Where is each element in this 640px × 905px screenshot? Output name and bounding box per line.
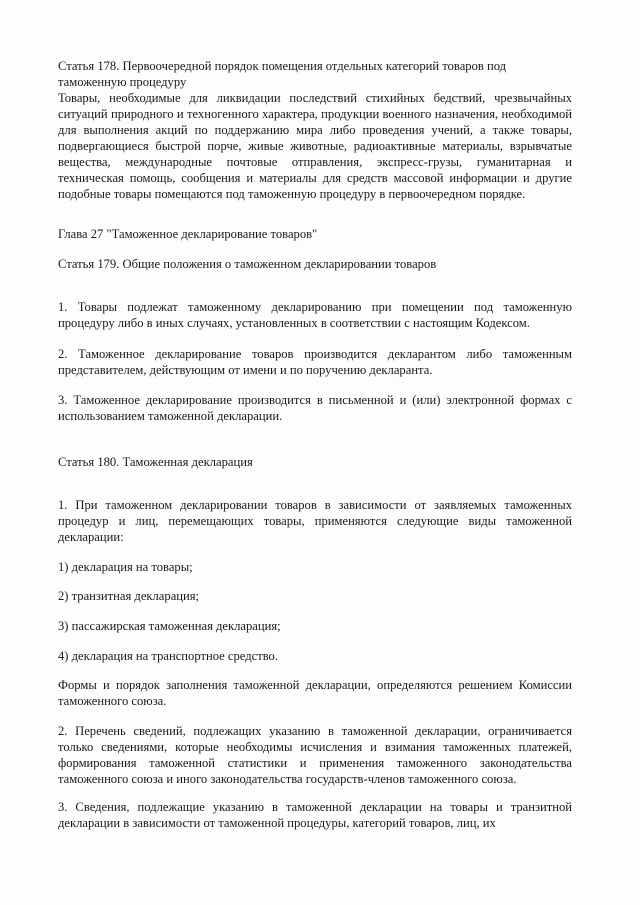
article-180-paragraph-1: 1. При таможенном декларировании товаров в зависимости от заявляемых таможенных процедур и лиц, перемещающих товары, применяются следующие виды таможенной декларации: bbox=[58, 498, 572, 544]
article-179-title: Статья 179. Общие положения о таможенном декларировании товаров bbox=[58, 257, 437, 271]
article-179-paragraph-2: 2. Таможенное декларирование товаров производится декларантом либо таможенным представителем, действующим от имени и по поручению декларанта. bbox=[58, 347, 572, 377]
article-179-paragraph-3: 3. Таможенное декларирование производится в письменной и (или) электронной формах с использованием таможенной декларации. bbox=[58, 393, 572, 423]
declaration-type-1: 1) декларация на товары; bbox=[58, 560, 193, 574]
article-178-body: Товары, необходимые для ликвидации последствий стихийных бедствий, чрезвычайных ситуаций природного и техногенного характера, продукции военного назначения, необходимой для выполнения акций по поддержанию мира либо проведения учений, а также товары, подвергающиеся быстрой порче, живые животные, радиоактивные материалы, взрывчатые вещества, международные почтовые отправления, экспресс-грузы, гуманитарная и техническая помощь, сообщения и материалы для средств массовой информации и другие подобные товары помещаются под таможенную процедуру в первоочередном порядке. bbox=[58, 91, 572, 201]
declaration-type-4: 4) декларация на транспортное средство. bbox=[58, 649, 279, 663]
article-179-paragraph-1: 1. Товары подлежат таможенному декларированию при помещении под таможенную процедуру либо в иных случаях, установленных в соответствии с настоящим Кодексом. bbox=[58, 300, 572, 330]
chapter-27-title: Глава 27 "Таможенное декларирование товаров" bbox=[58, 227, 318, 241]
declaration-type-3: 3) пассажирская таможенная декларация; bbox=[58, 619, 281, 633]
article-180-paragraph-2: 2. Перечень сведений, подлежащих указанию в таможенной декларации, ограничивается только сведениями, которые необходимы исчисления и взимания таможенных платежей, формирования таможенной статистики и применения таможенного законодательства таможенного союза и иного законодательства государств-членов таможенного союза. bbox=[58, 724, 572, 786]
article-180-paragraph-3: 3. Сведения, подлежащие указанию в таможенной декларации на товары и транзитной декларации в зависимости от таможенной процедуры, категорий товаров, лиц, их bbox=[58, 800, 572, 830]
declaration-type-2: 2) транзитная декларация; bbox=[58, 589, 200, 603]
article-180-forms-note: Формы и порядок заполнения таможенной декларации, определяются решением Комиссии таможенного союза. bbox=[58, 678, 572, 708]
article-178-title: Статья 178. Первоочередной порядок помещения отдельных категорий товаров под таможенную процедуру bbox=[58, 59, 507, 89]
article-180-title: Статья 180. Таможенная декларация bbox=[58, 455, 253, 469]
